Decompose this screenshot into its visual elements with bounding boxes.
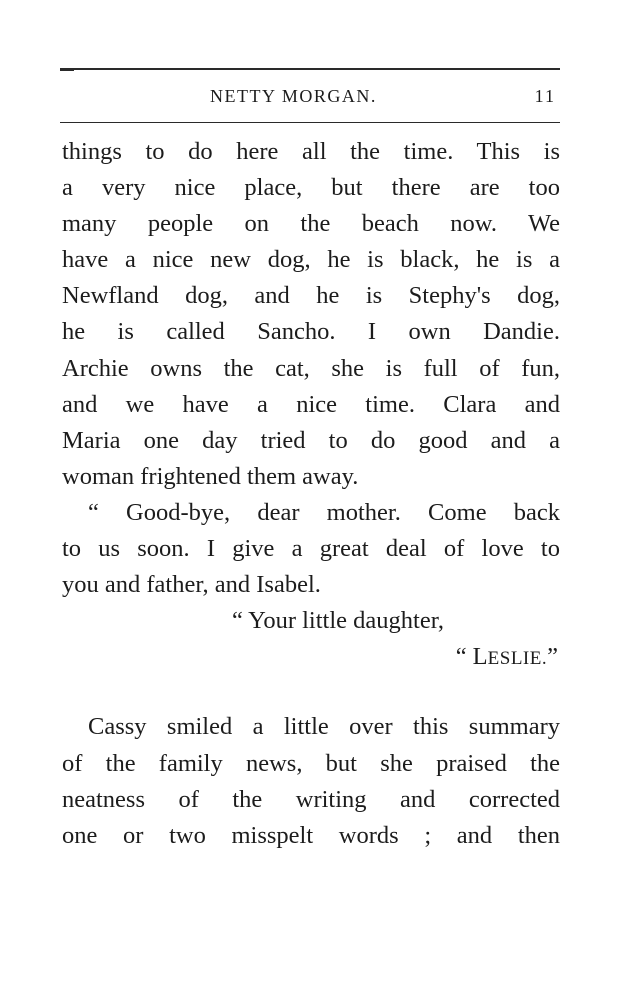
text-line: you and father, and Isabel. <box>62 571 321 599</box>
page-number: 11 <box>534 86 556 106</box>
signature-prefix: “ L <box>455 643 488 671</box>
running-title: NETTY MORGAN. <box>210 86 377 106</box>
text-line: of the family news, but she praised the <box>62 749 560 777</box>
header-rule-ornament <box>60 70 74 71</box>
text-line: neatness of the writing and corrected <box>62 785 560 813</box>
paragraph-narrative <box>62 709 560 853</box>
letter-signature <box>62 639 560 675</box>
section-gap <box>62 675 560 709</box>
text-line: Maria one day tried to do good and a <box>62 426 560 454</box>
signature-suffix: ” <box>547 643 558 671</box>
text-line: one or two misspelt words ; and then <box>62 821 560 849</box>
text-line: a very nice place, but there are too <box>62 174 560 202</box>
text-line: to us soon. I give a great deal of love to <box>62 535 560 563</box>
text-line: many people on the beach now. We <box>62 210 560 238</box>
signature-small-caps: ESLIE. <box>487 648 548 670</box>
running-header <box>60 86 560 112</box>
paragraph-goodbye <box>62 495 560 603</box>
text-line: Archie owns the cat, she is full of fun, <box>62 354 560 382</box>
text-line: and we have a nice time. Clara and <box>62 390 560 418</box>
header-top-rule <box>60 68 560 70</box>
text-line: Cassy smiled a little over this summary <box>88 713 560 741</box>
text-line: he is called Sancho. I own Dandie. <box>62 318 560 346</box>
text-line: woman frightened them away. <box>62 462 359 490</box>
text-line: Newfland dog, and he is Stephy's dog, <box>62 282 560 310</box>
paragraph-letter-continuation <box>62 134 560 495</box>
text-line: things to do here all the time. This is <box>62 138 560 165</box>
text-line: have a nice new dog, he is black, he is a <box>62 246 560 274</box>
letter-closing: “ Your little daughter, <box>232 607 445 635</box>
header-bottom-rule <box>60 122 560 123</box>
text-line: “ Good-bye, dear mother. Come back <box>88 498 560 526</box>
body-text <box>62 134 560 854</box>
